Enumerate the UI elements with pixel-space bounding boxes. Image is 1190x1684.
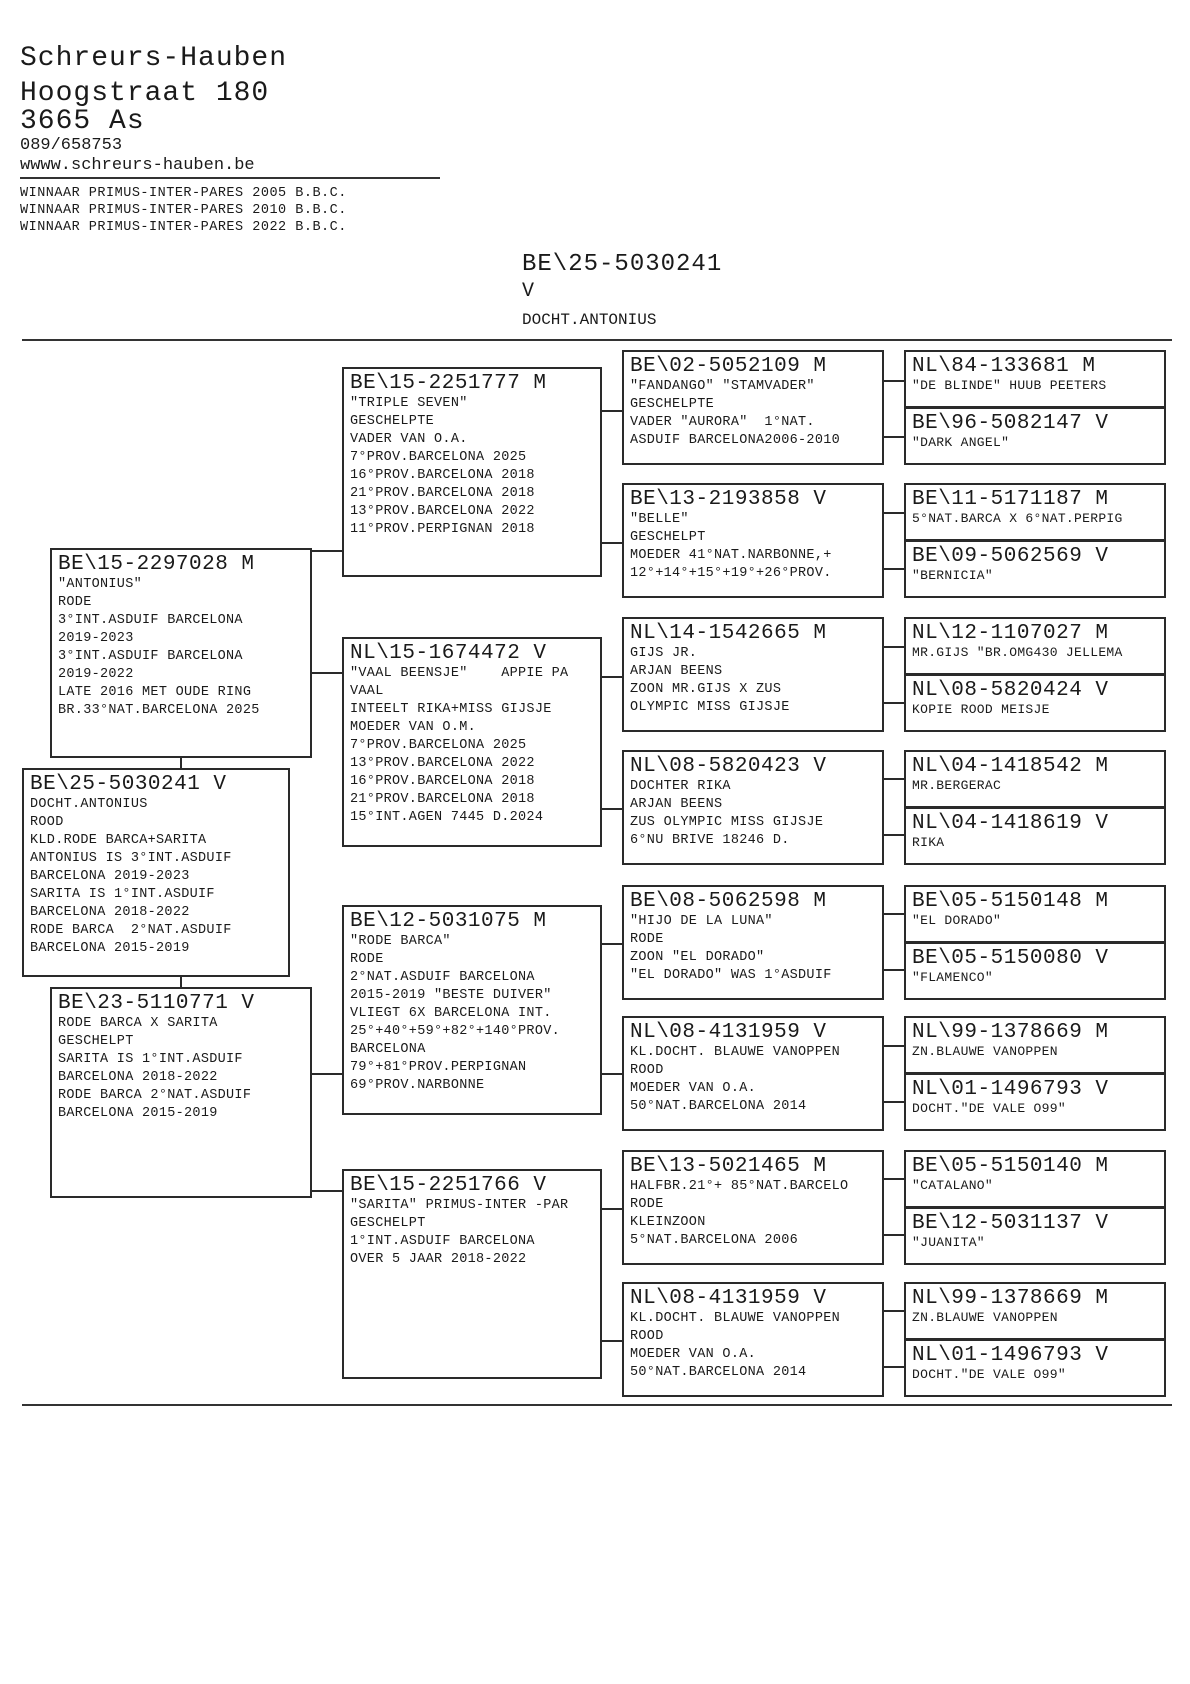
ancestor-line: ARJAN BEENS xyxy=(630,797,723,812)
ancestor-gen4-ring: BE\09-5062569 V xyxy=(912,545,1109,568)
ancestor-ring: BE\02-5052109 M xyxy=(630,355,827,378)
ancestor-gen4-ring: BE\11-5171187 M xyxy=(912,488,1109,511)
header-divider xyxy=(20,177,440,179)
ancestor-gen4-card[interactable] xyxy=(904,1282,1166,1340)
ancestor-gen4-card[interactable] xyxy=(904,1207,1166,1265)
ancestor-line: RODE xyxy=(630,1197,664,1212)
father-card[interactable] xyxy=(50,548,312,758)
connector xyxy=(180,977,182,987)
ancestor-line: MOEDER VAN O.A. xyxy=(630,1347,757,1362)
ancestor-line: MOEDER VAN O.A. xyxy=(630,1081,757,1096)
ancestor-line: "EL DORADO" WAS 1°ASDUIF xyxy=(630,968,832,983)
ff-ring: BE\15-2251777 M xyxy=(350,372,547,395)
breeder-website[interactable]: wwww.schreurs-hauben.be xyxy=(20,156,255,175)
ancestor-line: VADER "AURORA" 1°NAT. xyxy=(630,415,815,430)
ancestor-gen4-card[interactable] xyxy=(904,483,1166,541)
ancestor-gen4-line: "BERNICIA" xyxy=(912,568,994,583)
ancestor-card[interactable] xyxy=(622,1282,884,1397)
ancestor-line: DOCHTER RIKA xyxy=(630,779,731,794)
self-line: SARITA IS 1°INT.ASDUIF xyxy=(30,887,215,902)
ancestor-gen4-card[interactable] xyxy=(904,750,1166,808)
father-line: "ANTONIUS" xyxy=(58,577,143,592)
father-line: RODE xyxy=(58,595,92,610)
father-line: 2019-2022 xyxy=(58,667,134,682)
mm-line: "SARITA" PRIMUS-INTER -PAR xyxy=(350,1198,569,1213)
ff-line: 7°PROV.BARCELONA 2025 xyxy=(350,450,527,465)
mf-line: BARCELONA xyxy=(350,1042,426,1057)
ff-line: 11°PROV.PERPIGNAN 2018 xyxy=(350,522,535,537)
ancestor-line: OLYMPIC MISS GIJSJE xyxy=(630,700,790,715)
ancestor-line: ASDUIF BARCELONA2006-2010 xyxy=(630,433,841,448)
breeder-phone: 089/658753 xyxy=(20,136,123,155)
self-line: BARCELONA 2018-2022 xyxy=(30,905,190,920)
self-line: RODE BARCA 2°NAT.ASDUIF xyxy=(30,923,232,938)
ancestor-gen4-line: "FLAMENCO" xyxy=(912,970,994,985)
ancestor-line: ZUS OLYMPIC MISS GIJSJE xyxy=(630,815,824,830)
mother-card[interactable] xyxy=(50,987,312,1198)
mm-line: 1°INT.ASDUIF BARCELONA xyxy=(350,1234,535,1249)
ancestor-gen4-ring: BE\96-5082147 V xyxy=(912,412,1109,435)
fm-line: INTEELT RIKA+MISS GIJSJE xyxy=(350,702,552,717)
ancestor-gen4-ring: BE\12-5031137 V xyxy=(912,1212,1109,1235)
mm-line: GESCHELPT xyxy=(350,1216,426,1231)
ancestor-card[interactable] xyxy=(622,885,884,1000)
father-line: 3°INT.ASDUIF BARCELONA xyxy=(58,613,243,628)
ancestor-gen4-line: RIKA xyxy=(912,835,945,850)
connector xyxy=(884,512,904,514)
ff-line: 16°PROV.BARCELONA 2018 xyxy=(350,468,535,483)
award-line-1: WINNAAR PRIMUS-INTER-PARES 2005 B.B.C. xyxy=(20,186,347,201)
mm-ring: BE\15-2251766 V xyxy=(350,1174,547,1197)
breeder-street: Hoogstraat 180 xyxy=(20,78,270,109)
ancestor-gen4-card[interactable] xyxy=(904,407,1166,465)
mf-line: 2015-2019 "BESTE DUIVER" xyxy=(350,988,552,1003)
ancestor-ring: NL\08-4131959 V xyxy=(630,1021,827,1044)
ff-line: "TRIPLE SEVEN" xyxy=(350,396,468,411)
mother-line: BARCELONA 2018-2022 xyxy=(58,1070,218,1085)
ancestor-line: HALFBR.21°+ 85°NAT.BARCELO xyxy=(630,1179,849,1194)
connector xyxy=(884,1178,904,1180)
fm-line: 16°PROV.BARCELONA 2018 xyxy=(350,774,535,789)
ancestor-gen4-card[interactable] xyxy=(904,807,1166,865)
ancestor-line: KL.DOCHT. BLAUWE VANOPPEN xyxy=(630,1311,841,1326)
fm-line: VAAL xyxy=(350,684,384,699)
subject-sex: V xyxy=(522,280,535,303)
ancestor-line: 50°NAT.BARCELONA 2014 xyxy=(630,1099,807,1114)
ancestor-line: ROOD xyxy=(630,1329,664,1344)
connector xyxy=(884,568,904,570)
ancestor-ring: NL\08-5820423 V xyxy=(630,755,827,778)
self-line: KLD.RODE BARCA+SARITA xyxy=(30,833,207,848)
father-line: 3°INT.ASDUIF BARCELONA xyxy=(58,649,243,664)
mother-ring: BE\23-5110771 V xyxy=(58,992,255,1015)
ancestor-line: MOEDER 41°NAT.NARBONNE,+ xyxy=(630,548,832,563)
mother-line: BARCELONA 2015-2019 xyxy=(58,1106,218,1121)
ancestor-gen4-line: MR.GIJS "BR.OMG430 JELLEMA xyxy=(912,645,1123,660)
connector xyxy=(884,834,904,836)
mf-ring: BE\12-5031075 M xyxy=(350,910,547,933)
connector xyxy=(884,969,904,971)
ancestor-gen4-card[interactable] xyxy=(904,617,1166,675)
ancestor-line: RODE xyxy=(630,932,664,947)
connector xyxy=(602,1340,622,1342)
ancestor-line: "FANDANGO" "STAMVADER" xyxy=(630,379,815,394)
ancestor-gen4-card[interactable] xyxy=(904,942,1166,1000)
ancestor-gen4-ring: NL\99-1378669 M xyxy=(912,1021,1109,1044)
subject-name: DOCHT.ANTONIUS xyxy=(522,311,657,329)
ancestor-line: ZOON "EL DORADO" xyxy=(630,950,765,965)
connector xyxy=(312,672,342,674)
ancestor-gen4-ring: BE\05-5150080 V xyxy=(912,947,1109,970)
subject-ring: BE\25-5030241 xyxy=(522,251,723,278)
father-line: BR.33°NAT.BARCELONA 2025 xyxy=(58,703,260,718)
fm-line: 15°INT.AGEN 7445 D.2024 xyxy=(350,810,544,825)
connector xyxy=(602,410,622,412)
connector xyxy=(884,1101,904,1103)
ancestor-gen4-ring: NL\01-1496793 V xyxy=(912,1344,1109,1367)
ancestor-ring: NL\14-1542665 M xyxy=(630,622,827,645)
ancestor-gen4-card[interactable] xyxy=(904,1016,1166,1074)
mother-line: RODE BARCA X SARITA xyxy=(58,1016,218,1031)
ancestor-gen4-ring: NL\84-133681 M xyxy=(912,355,1096,378)
ancestor-gen4-line: 5°NAT.BARCA X 6°NAT.PERPIG xyxy=(912,511,1123,526)
self-line: BARCELONA 2015-2019 xyxy=(30,941,190,956)
ancestor-gen4-line: ZN.BLAUWE VANOPPEN xyxy=(912,1044,1058,1059)
connector xyxy=(602,943,622,945)
ancestor-gen4-card[interactable] xyxy=(904,1339,1166,1397)
mf-line: VLIEGT 6X BARCELONA INT. xyxy=(350,1006,552,1021)
ancestor-gen4-line: DOCHT."DE VALE O99" xyxy=(912,1101,1066,1116)
ancestor-gen4-card[interactable] xyxy=(904,674,1166,732)
ancestor-line: "BELLE" xyxy=(630,512,689,527)
ancestor-gen4-ring: NL\04-1418542 M xyxy=(912,755,1109,778)
connector xyxy=(884,1234,904,1236)
ancestor-line: ROOD xyxy=(630,1063,664,1078)
ancestor-gen4-ring: NL\01-1496793 V xyxy=(912,1078,1109,1101)
ancestor-gen4-ring: NL\12-1107027 M xyxy=(912,622,1109,645)
ancestor-gen4-line: KOPIE ROOD MEISJE xyxy=(912,702,1050,717)
ancestor-gen4-card[interactable] xyxy=(904,540,1166,598)
mother-line: GESCHELPT xyxy=(58,1034,134,1049)
ancestor-line: GIJS JR. xyxy=(630,646,698,661)
ff-line: GESCHELPTE xyxy=(350,414,435,429)
connector xyxy=(884,913,904,915)
ancestor-gen4-ring: BE\05-5150148 M xyxy=(912,890,1109,913)
grandsire-maternal-card[interactable] xyxy=(342,905,602,1115)
ancestor-card[interactable] xyxy=(622,350,884,465)
self-ring: BE\25-5030241 V xyxy=(30,773,227,796)
ancestor-line: KL.DOCHT. BLAUWE VANOPPEN xyxy=(630,1045,841,1060)
connector xyxy=(884,436,904,438)
connector xyxy=(312,1073,342,1075)
award-line-2: WINNAAR PRIMUS-INTER-PARES 2010 B.B.C. xyxy=(20,203,347,218)
ancestor-card[interactable] xyxy=(622,1150,884,1265)
ff-line: 13°PROV.BARCELONA 2022 xyxy=(350,504,535,519)
connector xyxy=(884,646,904,648)
ancestor-ring: BE\08-5062598 M xyxy=(630,890,827,913)
ancestor-gen4-ring: NL\04-1418619 V xyxy=(912,812,1109,835)
ancestor-line: 6°NU BRIVE 18246 D. xyxy=(630,833,790,848)
father-line: LATE 2016 MET OUDE RING xyxy=(58,685,252,700)
top-divider xyxy=(22,339,1172,341)
self-line: ROOD xyxy=(30,815,64,830)
granddam-paternal-card[interactable] xyxy=(342,637,602,847)
ancestor-card[interactable] xyxy=(622,1016,884,1131)
ancestor-gen4-line: "EL DORADO" xyxy=(912,913,1002,928)
mf-line: RODE xyxy=(350,952,384,967)
mf-line: 25°+40°+59°+82°+140°PROV. xyxy=(350,1024,561,1039)
breeder-name: Schreurs-Hauben xyxy=(20,43,288,74)
ancestor-gen4-ring: NL\99-1378669 M xyxy=(912,1287,1109,1310)
ancestor-gen4-card[interactable] xyxy=(904,1073,1166,1131)
ancestor-gen4-line: ZN.BLAUWE VANOPPEN xyxy=(912,1310,1058,1325)
connector xyxy=(312,1190,342,1192)
ancestor-line: 12°+14°+15°+19°+26°PROV. xyxy=(630,566,832,581)
connector xyxy=(884,380,904,382)
connector xyxy=(180,758,182,768)
ancestor-card[interactable] xyxy=(622,617,884,732)
self-line: ANTONIUS IS 3°INT.ASDUIF xyxy=(30,851,232,866)
ancestor-line: 5°NAT.BARCELONA 2006 xyxy=(630,1233,799,1248)
ancestor-gen4-ring: BE\05-5150140 M xyxy=(912,1155,1109,1178)
ancestor-gen4-line: "JUANITA" xyxy=(912,1235,985,1250)
grandsire-paternal-card[interactable] xyxy=(342,367,602,577)
ff-line: 21°PROV.BARCELONA 2018 xyxy=(350,486,535,501)
fm-line: "VAAL BEENSJE" APPIE PA xyxy=(350,666,569,681)
fm-line: MOEDER VAN O.M. xyxy=(350,720,477,735)
granddam-maternal-card[interactable] xyxy=(342,1169,602,1379)
ancestor-gen4-line: MR.BERGERAC xyxy=(912,778,1002,793)
mm-line: OVER 5 JAAR 2018-2022 xyxy=(350,1252,527,1267)
connector xyxy=(884,1310,904,1312)
ancestor-ring: BE\13-2193858 V xyxy=(630,488,827,511)
father-ring: BE\15-2297028 M xyxy=(58,553,255,576)
subject-card[interactable] xyxy=(22,768,290,977)
connector xyxy=(602,1073,622,1075)
ancestor-card[interactable] xyxy=(622,750,884,865)
ff-line: VADER VAN O.A. xyxy=(350,432,468,447)
connector xyxy=(884,1045,904,1047)
connector xyxy=(884,778,904,780)
connector xyxy=(602,808,622,810)
self-line: BARCELONA 2019-2023 xyxy=(30,869,190,884)
ancestor-line: ZOON MR.GIJS X ZUS xyxy=(630,682,782,697)
mf-line: 69°PROV.NARBONNE xyxy=(350,1078,485,1093)
self-line: DOCHT.ANTONIUS xyxy=(30,797,148,812)
mother-line: RODE BARCA 2°NAT.ASDUIF xyxy=(58,1088,252,1103)
connector xyxy=(884,1366,904,1368)
breeder-city: 3665 As xyxy=(20,106,145,137)
award-line-3: WINNAAR PRIMUS-INTER-PARES 2022 B.B.C. xyxy=(20,220,347,235)
bottom-divider xyxy=(22,1404,1172,1406)
fm-ring: NL\15-1674472 V xyxy=(350,642,547,665)
mf-line: 2°NAT.ASDUIF BARCELONA xyxy=(350,970,535,985)
fm-line: 21°PROV.BARCELONA 2018 xyxy=(350,792,535,807)
connector xyxy=(602,676,622,678)
ancestor-ring: NL\08-4131959 V xyxy=(630,1287,827,1310)
ancestor-line: 50°NAT.BARCELONA 2014 xyxy=(630,1365,807,1380)
connector xyxy=(312,550,342,552)
ancestor-gen4-card[interactable] xyxy=(904,1150,1166,1208)
ancestor-line: GESCHELPT xyxy=(630,530,706,545)
ancestor-line: ARJAN BEENS xyxy=(630,664,723,679)
mf-line: 79°+81°PROV.PERPIGNAN xyxy=(350,1060,527,1075)
fm-line: 7°PROV.BARCELONA 2025 xyxy=(350,738,527,753)
ancestor-line: GESCHELPTE xyxy=(630,397,715,412)
ancestor-gen4-card[interactable] xyxy=(904,350,1166,408)
ancestor-gen4-line: "DE BLINDE" HUUB PEETERS xyxy=(912,378,1107,393)
ancestor-ring: BE\13-5021465 M xyxy=(630,1155,827,1178)
mother-line: SARITA IS 1°INT.ASDUIF xyxy=(58,1052,243,1067)
ancestor-line: "HIJO DE LA LUNA" xyxy=(630,914,773,929)
mf-line: "RODE BARCA" xyxy=(350,934,451,949)
connector xyxy=(602,1208,622,1210)
connector xyxy=(884,702,904,704)
fm-line: 13°PROV.BARCELONA 2022 xyxy=(350,756,535,771)
ancestor-gen4-card[interactable] xyxy=(904,885,1166,943)
connector xyxy=(602,542,622,544)
ancestor-gen4-line: "CATALANO" xyxy=(912,1178,994,1193)
ancestor-gen4-line: DOCHT."DE VALE O99" xyxy=(912,1367,1066,1382)
ancestor-card[interactable] xyxy=(622,483,884,598)
ancestor-line: KLEINZOON xyxy=(630,1215,706,1230)
father-line: 2019-2023 xyxy=(58,631,134,646)
ancestor-gen4-ring: NL\08-5820424 V xyxy=(912,679,1109,702)
ancestor-gen4-line: "DARK ANGEL" xyxy=(912,435,1010,450)
